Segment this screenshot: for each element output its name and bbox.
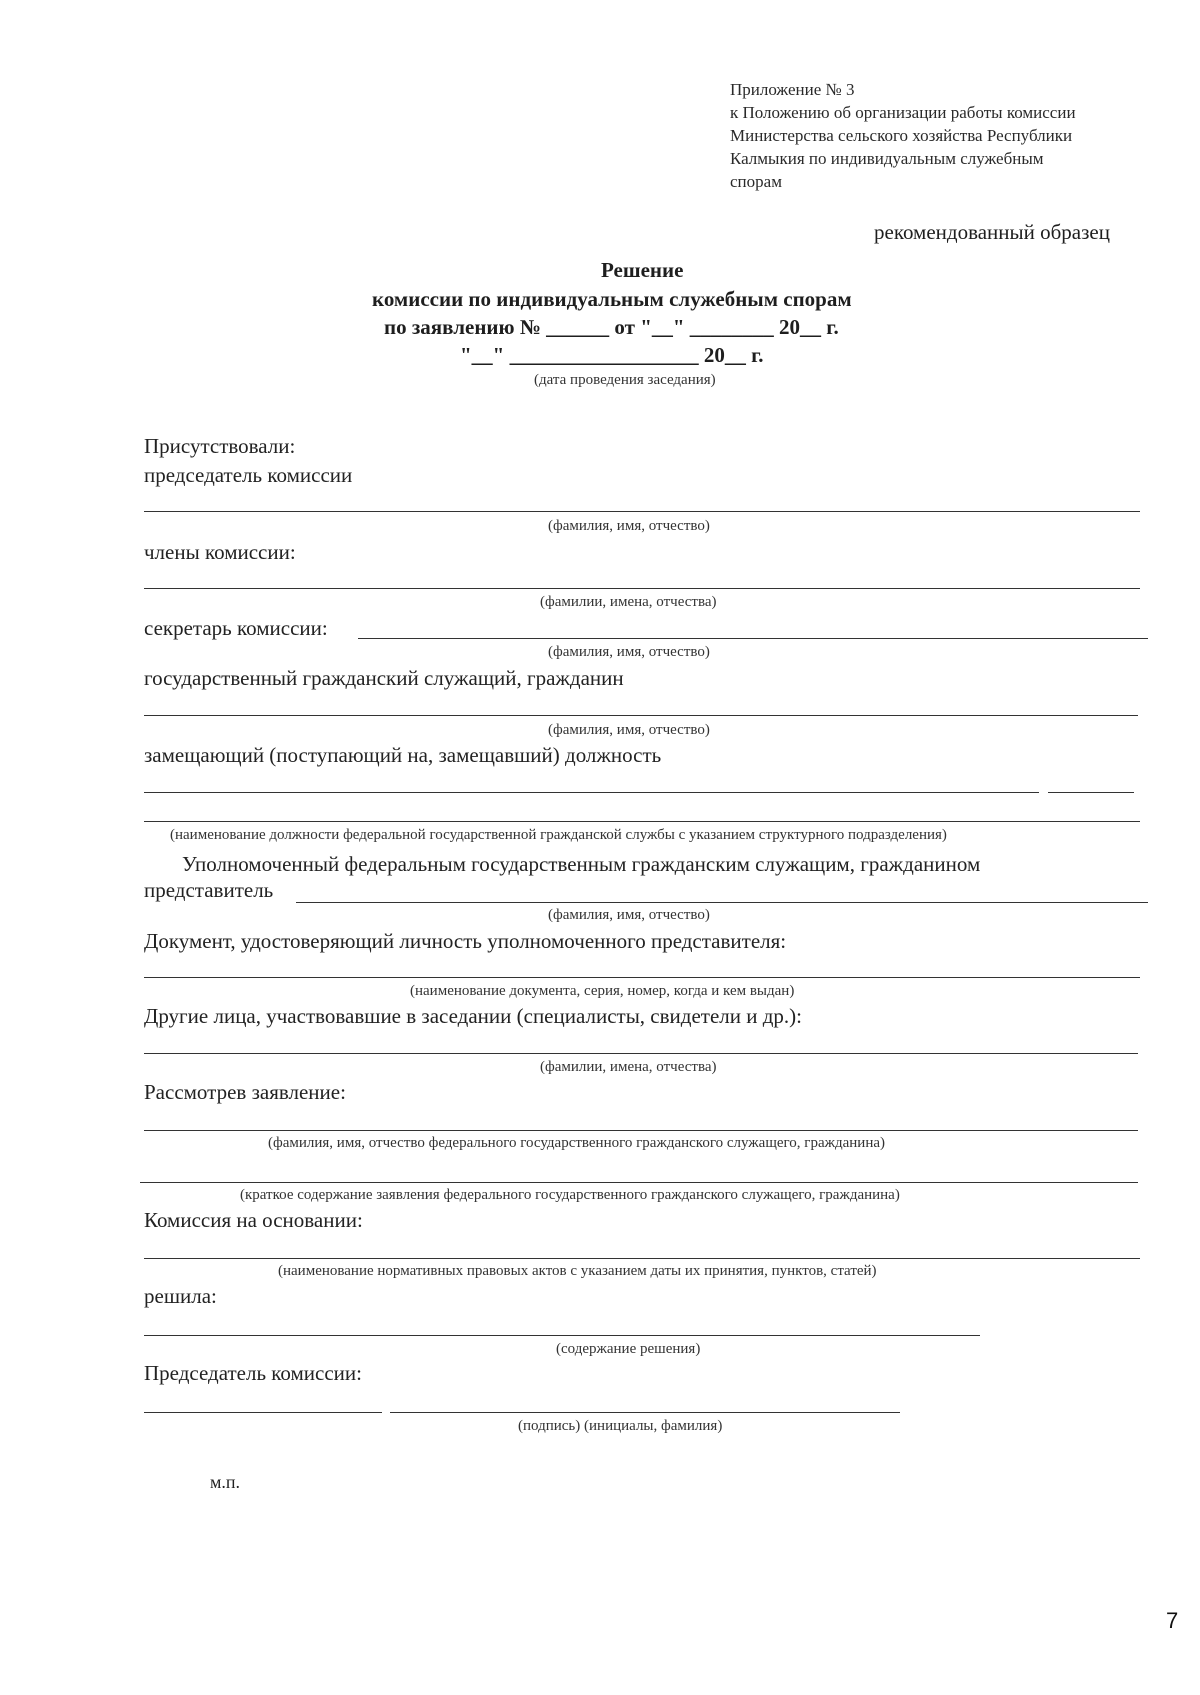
decided-label: решила: — [144, 1284, 217, 1308]
decision-caption: (содержание решения) — [556, 1341, 701, 1357]
authorized-label: Уполномоченный федеральным государственным гражданским служащим, гражданином — [182, 852, 981, 876]
considered-fill-line[interactable] — [144, 1130, 1138, 1131]
chairman-label: председатель комиссии — [144, 463, 353, 487]
basis-caption: (наименование нормативных правовых актов с указанием даты их принятия, пунктов, статей) — [278, 1263, 877, 1279]
document-title: Решение — [601, 258, 684, 282]
meeting-date-line: "__" __________________ 20__ г. — [460, 343, 764, 367]
document-caption: (наименование документа, серия, номер, когда и кем выдан) — [410, 983, 795, 999]
others-fill-line[interactable] — [144, 1053, 1138, 1054]
servant-fill-line[interactable] — [144, 715, 1138, 716]
position-fill-line-1b[interactable] — [1048, 792, 1134, 793]
servant-caption: (фамилия, имя, отчество) — [548, 722, 710, 738]
signature-caption: (подпись) (инициалы, фамилия) — [518, 1418, 723, 1434]
meeting-date-caption: (дата проведения заседания) — [534, 372, 716, 388]
considered-caption: (фамилия, имя, отчество федерального государственного гражданского служащего, гражданина) — [268, 1135, 885, 1151]
others-label: Другие лица, участвовавшие в заседании (специалисты, свидетели и др.): — [144, 1004, 803, 1028]
representative-fill-line[interactable] — [296, 902, 1148, 903]
position-fill-line-1a[interactable] — [144, 792, 1039, 793]
basis-label: Комиссия на основании: — [144, 1208, 363, 1232]
representative-label: представитель — [144, 878, 274, 902]
position-fill-line-2[interactable] — [144, 821, 1140, 822]
servant-label: государственный гражданский служащий, гражданин — [144, 666, 624, 690]
summary-fill-line[interactable] — [140, 1182, 1138, 1183]
chairman-caption: (фамилия, имя, отчество) — [548, 518, 710, 534]
representative-caption: (фамилия, имя, отчество) — [548, 907, 710, 923]
chairman-fill-line[interactable] — [144, 511, 1140, 512]
annex-line: спорам — [730, 172, 782, 191]
chairman-sign-label: Председатель комиссии: — [144, 1361, 362, 1385]
basis-fill-line[interactable] — [144, 1258, 1140, 1259]
document-subtitle: комиссии по индивидуальным служебным спорам — [372, 287, 852, 311]
document-fill-line[interactable] — [144, 977, 1140, 978]
annex-line: к Положению об организации работы комиссии — [730, 103, 1076, 122]
signature-fill-line[interactable] — [144, 1412, 382, 1413]
secretary-label: секретарь комиссии: — [144, 616, 328, 640]
application-number-line: по заявлению № ______ от "__" ________ 20__ г. — [384, 315, 839, 339]
considered-label: Рассмотрев заявление: — [144, 1080, 346, 1104]
summary-caption: (краткое содержание заявления федерального государственного гражданского служащего, гражданина) — [240, 1187, 900, 1203]
others-caption: (фамилии, имена, отчества) — [540, 1059, 717, 1075]
position-caption: (наименование должности федеральной государственной гражданской службы с указанием структурного подразделения) — [170, 827, 947, 843]
members-caption: (фамилии, имена, отчества) — [540, 594, 717, 610]
present-label: Присутствовали: — [144, 434, 296, 458]
annex-line: Приложение № 3 — [730, 80, 855, 99]
decision-fill-line[interactable] — [144, 1335, 980, 1336]
secretary-caption: (фамилия, имя, отчество) — [548, 644, 710, 660]
recommended-sample-label: рекомендованный образец — [874, 220, 1110, 244]
secretary-fill-line[interactable] — [358, 638, 1148, 639]
members-label: члены комиссии: — [144, 540, 296, 564]
position-label: замещающий (поступающий на, замещавший) должность — [144, 743, 662, 767]
initials-fill-line[interactable] — [390, 1412, 900, 1413]
seal-label: м.п. — [210, 1472, 241, 1492]
annex-line: Калмыкия по индивидуальным служебным — [730, 149, 1044, 168]
page-number: 7 — [1166, 1608, 1179, 1633]
members-fill-line[interactable] — [144, 588, 1140, 589]
annex-header — [730, 78, 1150, 193]
document-label: Документ, удостоверяющий личность уполномоченного представителя: — [144, 929, 787, 953]
annex-line: Министерства сельского хозяйства Республики — [730, 126, 1073, 145]
